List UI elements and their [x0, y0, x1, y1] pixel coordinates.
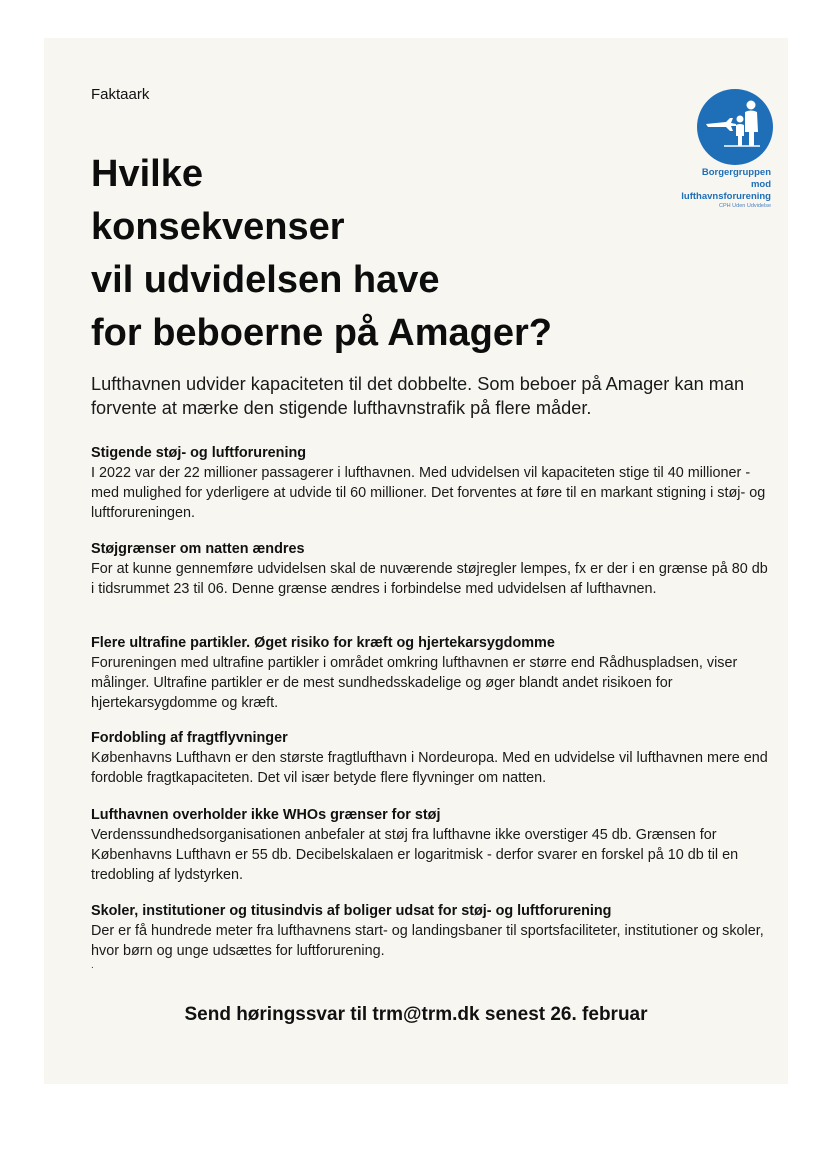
section-cargo-flights [91, 728, 771, 788]
section-heading: Stigende støj- og luftforurening [91, 445, 307, 461]
section-schools-housing [91, 901, 771, 961]
section-body: Københavns Lufthavn er den største fragtlufthavn i Nordeuropa. Med en udvidelse vil lufthavnen mere end fordoble fragtkapaciteten. Det vil især betyde flere flyvninger om natten. [91, 750, 768, 786]
section-body: Der er få hundrede meter fra lufthavnens start- og landingsbaner til sportsfaciliteter, institutioner og skoler, hvor børn og unge udsættes for luftforurening. [91, 923, 764, 959]
section-body: I 2022 var der 22 millioner passagerer i lufthavnen. Med udvidelsen vil kapaciteten stige til 40 millioner - med mulighed for yderligere at udvide til 60 millioner. Det forventes at føre til en markant stigning i støj- og luftforureningen. [91, 465, 766, 521]
section-who-noise-limits [91, 805, 771, 885]
logo-line: lufthavnsforurening [681, 191, 771, 202]
call-to-action: Send høringssvar til trm@trm.dk senest 26. februar [184, 1004, 648, 1025]
section-heading: Fordobling af fragtflyvninger [91, 730, 288, 746]
section-noise-air-pollution [91, 443, 771, 523]
airplane-family-icon [696, 88, 774, 166]
section-body: Forureningen med ultrafine partikler i området omkring lufthavnen er større end Rådhuspladsen, viser målinger. Ultrafine partikler er de mest sundhedsskadelige og øger blandt andet risikoen for hjertekarsygdomme og kræft. [91, 655, 738, 711]
section-heading: Flere ultrafine partikler. Øget risiko for kræft og hjertekarsygdomme [91, 635, 555, 651]
intro-paragraph: Lufthavnen udvider kapaciteten til det dobbelte. Som beboer på Amager kan man forvente at mærke den stigende lufthavnstrafik på flere måder. [91, 374, 745, 418]
page-title [91, 148, 651, 360]
section-heading: Lufthavnen overholder ikke WHOs grænser for støj [91, 807, 441, 823]
title-line: Hvilke [91, 153, 203, 195]
stray-mark: . [91, 960, 94, 971]
logo-line: mod [750, 179, 771, 190]
logo-line: Borgergruppen [701, 167, 771, 178]
section-body: Verdenssundhedsorganisationen anbefaler at støj fra lufthavne ikke overstiger 45 db. Grænsen for Københavns Lufthavn er 55 db. Decibelskalaen er logaritmisk - derfor svarer en forskel på 10 db til en tredobling af lydstyrken. [91, 827, 739, 883]
fact-sheet-page [44, 38, 788, 1084]
organization-logo [649, 88, 779, 228]
title-line: konsekvenser [91, 206, 345, 248]
section-ultrafine-particles [91, 633, 771, 713]
section-heading: Støjgrænser om natten ændres [91, 541, 305, 557]
title-line: for beboerne på Amager? [91, 312, 553, 354]
logo-text [641, 167, 771, 210]
logo-subtitle: CPH Uden Udvidelse [719, 203, 771, 209]
title-line: vil udvidelsen have [91, 259, 440, 301]
document-label: Faktaark [91, 86, 150, 103]
section-body: For at kunne gennemføre udvidelsen skal de nuværende støjregler lempes, fx er der i en grænse på 80 db i tidsrummet 23 til 06. Denne grænse ændres i forbindelse med udvidelsen af lufthavnen. [91, 561, 768, 597]
section-heading: Skoler, institutioner og titusindvis af boliger udsat for støj- og luftforurening [91, 903, 612, 919]
section-night-noise-limits [91, 539, 771, 599]
